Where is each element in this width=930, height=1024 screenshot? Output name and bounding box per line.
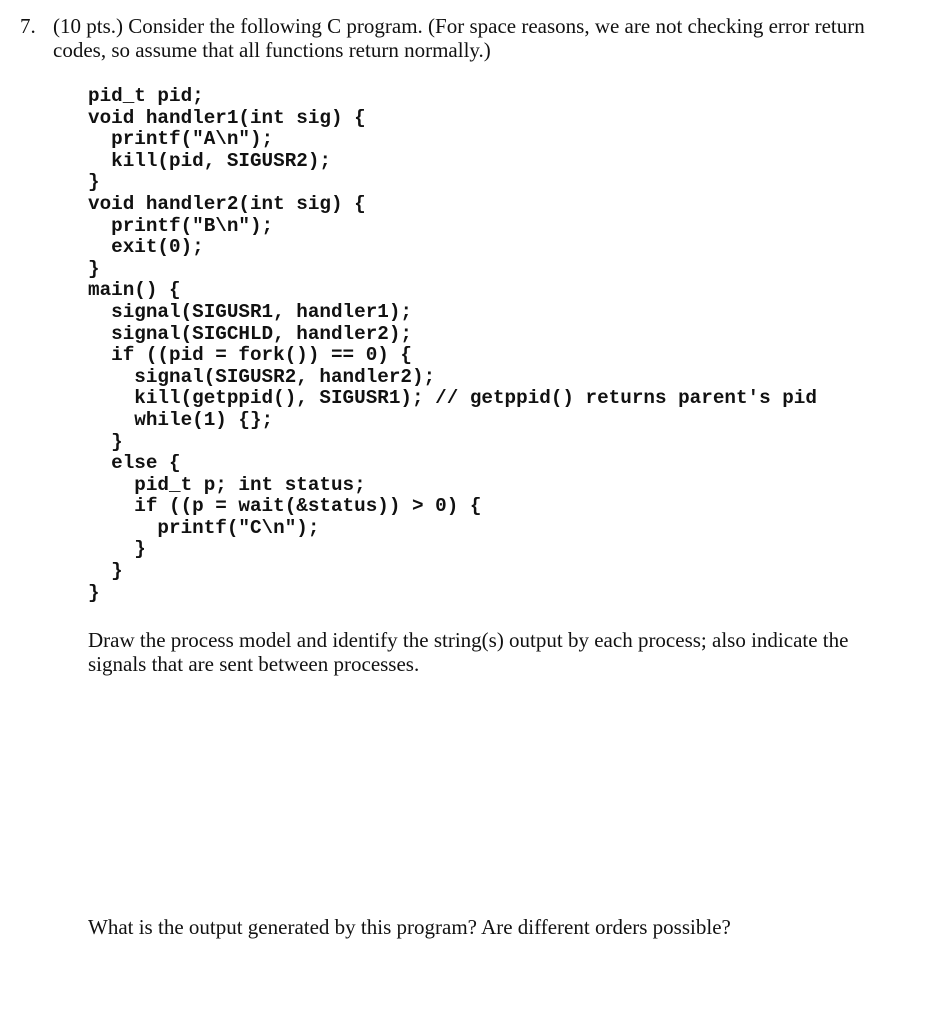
code-line-11: signal(SIGUSR1, handler1); xyxy=(88,300,412,323)
code-line-7: printf("B\n"); xyxy=(88,214,274,237)
code-line-14: signal(SIGUSR2, handler2); xyxy=(88,365,436,388)
code-line-3: printf("A\n"); xyxy=(88,128,274,151)
code-line-5: } xyxy=(88,171,100,194)
code-line-16: while(1) {}; xyxy=(88,408,274,431)
question-intro: (10 pts.) Consider the following C program. (For space reasons, we are not checking error return codes, so assume that all functions return normally.) xyxy=(53,14,865,62)
code-line-13: if ((pid = fork()) == 0) { xyxy=(88,344,412,367)
code-line-23: } xyxy=(88,560,123,583)
code-line-2: void handler1(int sig) { xyxy=(88,106,366,129)
code-line-1: pid_t pid; xyxy=(88,85,204,107)
process-model-prompt: Draw the process model and identify the string(s) output by each process; also indicate the signals that are sent between processes. xyxy=(88,628,849,676)
question-number: 7. xyxy=(20,14,36,38)
code-line-10: main() { xyxy=(88,279,181,302)
code-block xyxy=(88,86,817,604)
code-line-8: exit(0); xyxy=(88,236,204,259)
code-line-15: kill(getppid(), SIGUSR1); // getppid() returns parent's pid xyxy=(88,387,817,410)
output-question-prompt: What is the output generated by this program? Are different orders possible? xyxy=(88,915,731,939)
code-line-4: kill(pid, SIGUSR2); xyxy=(88,149,331,172)
code-line-21: printf("C\n"); xyxy=(88,516,320,539)
code-line-9: } xyxy=(88,257,100,280)
code-line-17: } xyxy=(88,430,123,453)
code-line-19: pid_t p; int status; xyxy=(88,473,366,496)
code-line-22: } xyxy=(88,538,146,561)
code-line-24: } xyxy=(88,581,100,604)
code-line-12: signal(SIGCHLD, handler2); xyxy=(88,322,412,345)
code-line-20: if ((p = wait(&status)) > 0) { xyxy=(88,495,482,518)
code-line-6: void handler2(int sig) { xyxy=(88,192,366,215)
code-line-18: else { xyxy=(88,452,181,475)
